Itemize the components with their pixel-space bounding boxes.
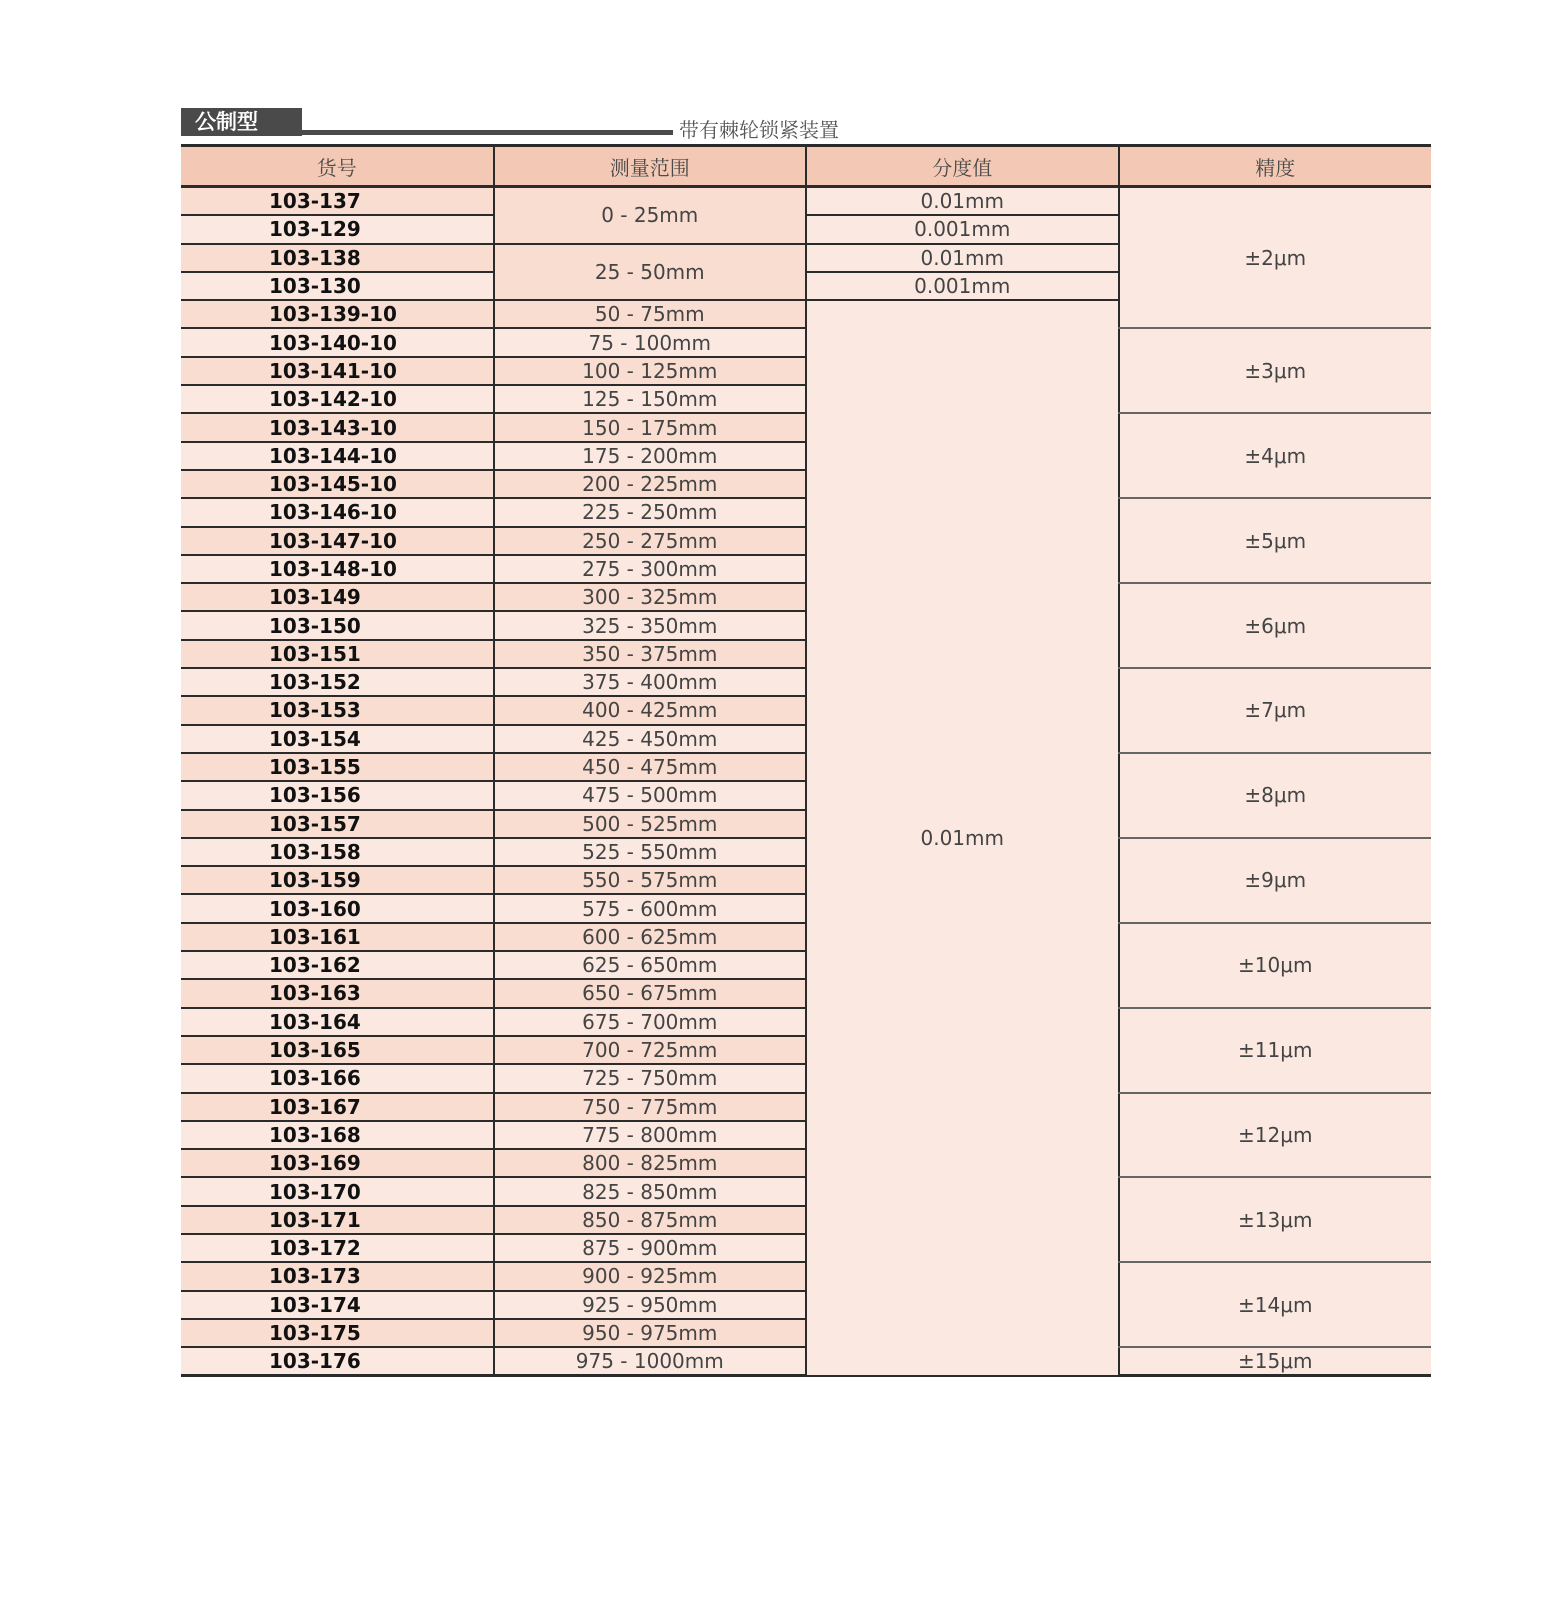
measuring-range-cell: 550 - 575mm: [494, 866, 807, 894]
item-code-cell: 103-153: [181, 696, 494, 724]
item-code-cell: 103-167: [181, 1093, 494, 1121]
measuring-range-cell: 375 - 400mm: [494, 668, 807, 696]
item-code-cell: 103-171: [181, 1206, 494, 1234]
measuring-range-cell: 725 - 750mm: [494, 1064, 807, 1092]
item-code-cell: 103-165: [181, 1036, 494, 1064]
accuracy-cell: ±12μm: [1119, 1093, 1432, 1178]
accuracy-cell: ±14μm: [1119, 1262, 1432, 1347]
measuring-range-cell: 225 - 250mm: [494, 498, 807, 526]
measuring-range-cell: 150 - 175mm: [494, 413, 807, 441]
measuring-range-cell: 600 - 625mm: [494, 923, 807, 951]
measuring-range-cell: 175 - 200mm: [494, 442, 807, 470]
measuring-range-cell: 875 - 900mm: [494, 1234, 807, 1262]
measuring-range-cell: 450 - 475mm: [494, 753, 807, 781]
item-code-cell: 103-149: [181, 583, 494, 611]
item-code-cell: 103-142-10: [181, 385, 494, 413]
item-code-cell: 103-170: [181, 1177, 494, 1205]
measuring-range-cell: 250 - 275mm: [494, 527, 807, 555]
header-item-code: 货号: [181, 146, 494, 187]
measuring-range-cell: 425 - 450mm: [494, 725, 807, 753]
measuring-range-cell: 625 - 650mm: [494, 951, 807, 979]
item-code-cell: 103-143-10: [181, 413, 494, 441]
measuring-range-cell: 700 - 725mm: [494, 1036, 807, 1064]
measuring-range-cell: 500 - 525mm: [494, 810, 807, 838]
measuring-range-cell: 300 - 325mm: [494, 583, 807, 611]
measuring-range-cell: 525 - 550mm: [494, 838, 807, 866]
header-graduation: 分度值: [806, 146, 1119, 187]
accuracy-cell: ±9μm: [1119, 838, 1432, 923]
item-code-cell: 103-148-10: [181, 555, 494, 583]
table-title-row: [181, 108, 1431, 140]
title-underline: [302, 130, 673, 135]
measuring-range-cell: 75 - 100mm: [494, 328, 807, 356]
accuracy-cell: ±10μm: [1119, 923, 1432, 1008]
measuring-range-cell: 50 - 75mm: [494, 300, 807, 328]
item-code-cell: 103-151: [181, 640, 494, 668]
measuring-range-cell: 925 - 950mm: [494, 1291, 807, 1319]
accuracy-cell: ±13μm: [1119, 1177, 1432, 1262]
item-code-cell: 103-129: [181, 215, 494, 243]
accuracy-cell: ±3μm: [1119, 328, 1432, 413]
header-measuring-range: 测量范围: [494, 146, 807, 187]
item-code-cell: 103-161: [181, 923, 494, 951]
measuring-range-cell: 325 - 350mm: [494, 611, 807, 639]
table-subtitle: 带有棘轮锁紧装置: [679, 118, 839, 142]
accuracy-cell: ±7μm: [1119, 668, 1432, 753]
accuracy-cell: ±15μm: [1119, 1347, 1432, 1376]
accuracy-cell: ±8μm: [1119, 753, 1432, 838]
item-code-cell: 103-160: [181, 894, 494, 922]
measuring-range-cell: 650 - 675mm: [494, 979, 807, 1007]
item-code-cell: 103-168: [181, 1121, 494, 1149]
item-code-cell: 103-147-10: [181, 527, 494, 555]
item-code-cell: 103-145-10: [181, 470, 494, 498]
measuring-range-cell: 125 - 150mm: [494, 385, 807, 413]
measuring-range-cell: 800 - 825mm: [494, 1149, 807, 1177]
item-code-cell: 103-154: [181, 725, 494, 753]
measuring-range-cell: 950 - 975mm: [494, 1319, 807, 1347]
measuring-range-cell: 750 - 775mm: [494, 1093, 807, 1121]
micrometer-spec-table: [181, 144, 1431, 1377]
metric-type-badge: 公制型: [181, 108, 302, 136]
item-code-cell: 103-144-10: [181, 442, 494, 470]
item-code-cell: 103-152: [181, 668, 494, 696]
item-code-cell: 103-159: [181, 866, 494, 894]
item-code-cell: 103-156: [181, 781, 494, 809]
item-code-cell: 103-172: [181, 1234, 494, 1262]
table-header-row: [181, 146, 1431, 187]
accuracy-cell: ±5μm: [1119, 498, 1432, 583]
measuring-range-cell: 350 - 375mm: [494, 640, 807, 668]
item-code-cell: 103-137: [181, 187, 494, 216]
item-code-cell: 103-173: [181, 1262, 494, 1290]
graduation-cell: 0.01mm: [806, 300, 1119, 1376]
header-accuracy: 精度: [1119, 146, 1432, 187]
measuring-range-cell: 975 - 1000mm: [494, 1347, 807, 1376]
item-code-cell: 103-146-10: [181, 498, 494, 526]
item-code-cell: 103-141-10: [181, 357, 494, 385]
item-code-cell: 103-157: [181, 810, 494, 838]
accuracy-cell: ±2μm: [1119, 187, 1432, 329]
graduation-cell: 0.001mm: [806, 215, 1119, 243]
measuring-range-cell: 200 - 225mm: [494, 470, 807, 498]
measuring-range-cell: 275 - 300mm: [494, 555, 807, 583]
item-code-cell: 103-158: [181, 838, 494, 866]
item-code-cell: 103-139-10: [181, 300, 494, 328]
measuring-range-cell: 0 - 25mm: [494, 187, 807, 244]
graduation-cell: 0.01mm: [806, 244, 1119, 272]
table-body: [181, 187, 1431, 1376]
item-code-cell: 103-130: [181, 272, 494, 300]
measuring-range-cell: 100 - 125mm: [494, 357, 807, 385]
item-code-cell: 103-175: [181, 1319, 494, 1347]
graduation-cell: 0.01mm: [806, 187, 1119, 216]
item-code-cell: 103-140-10: [181, 328, 494, 356]
measuring-range-cell: 25 - 50mm: [494, 244, 807, 301]
measuring-range-cell: 825 - 850mm: [494, 1177, 807, 1205]
measuring-range-cell: 475 - 500mm: [494, 781, 807, 809]
measuring-range-cell: 675 - 700mm: [494, 1008, 807, 1036]
measuring-range-cell: 775 - 800mm: [494, 1121, 807, 1149]
accuracy-cell: ±6μm: [1119, 583, 1432, 668]
measuring-range-cell: 900 - 925mm: [494, 1262, 807, 1290]
item-code-cell: 103-169: [181, 1149, 494, 1177]
accuracy-cell: ±11μm: [1119, 1008, 1432, 1093]
item-code-cell: 103-164: [181, 1008, 494, 1036]
item-code-cell: 103-138: [181, 244, 494, 272]
item-code-cell: 103-176: [181, 1347, 494, 1376]
accuracy-cell: ±4μm: [1119, 413, 1432, 498]
table-row: [181, 187, 1431, 216]
measuring-range-cell: 575 - 600mm: [494, 894, 807, 922]
item-code-cell: 103-174: [181, 1291, 494, 1319]
item-code-cell: 103-150: [181, 611, 494, 639]
item-code-cell: 103-166: [181, 1064, 494, 1092]
measuring-range-cell: 850 - 875mm: [494, 1206, 807, 1234]
item-code-cell: 103-155: [181, 753, 494, 781]
graduation-cell: 0.001mm: [806, 272, 1119, 300]
measuring-range-cell: 400 - 425mm: [494, 696, 807, 724]
item-code-cell: 103-163: [181, 979, 494, 1007]
item-code-cell: 103-162: [181, 951, 494, 979]
